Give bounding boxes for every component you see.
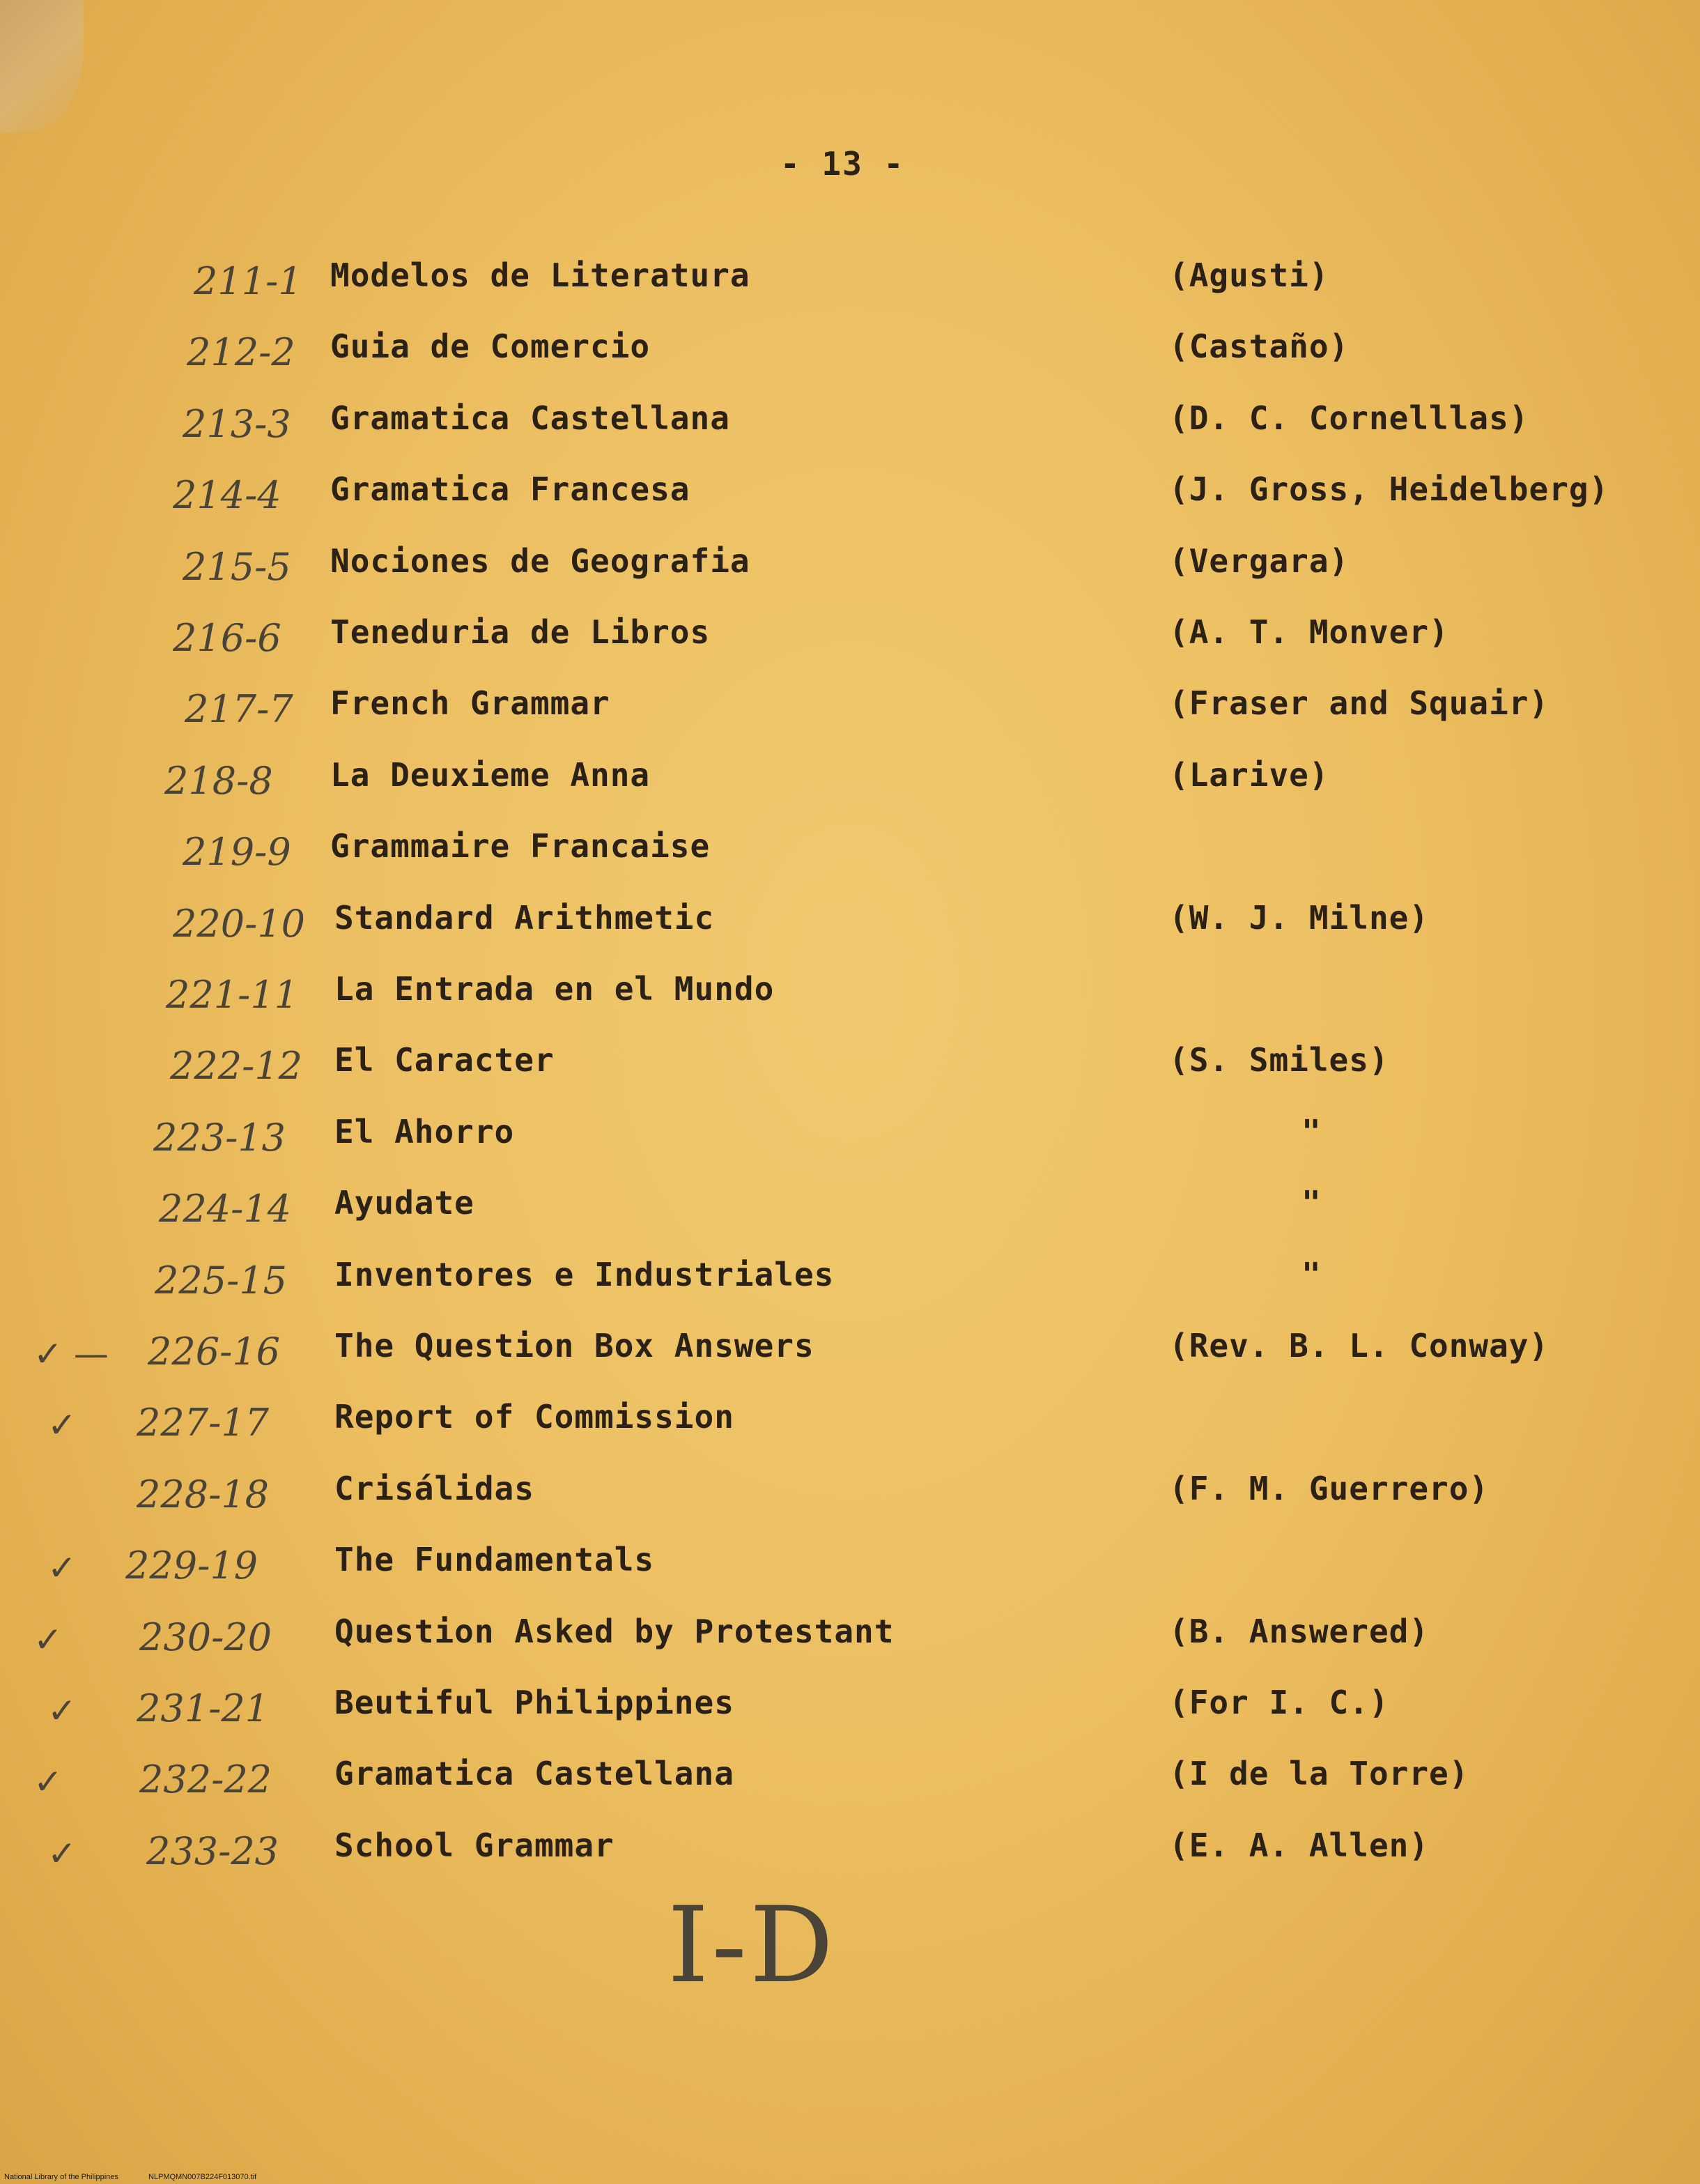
entry-author: (W. J. Milne): [1169, 898, 1430, 937]
entry-author: ": [1301, 1184, 1322, 1222]
entry-author: (Vergara): [1169, 541, 1350, 580]
list-item: [0, 1107, 1700, 1170]
entry-title: Question Asked by Protestant: [334, 1612, 895, 1650]
entry-title: La Deuxieme Anna: [330, 755, 651, 794]
entry-title: Grammaire Francaise: [330, 827, 711, 866]
entry-author: (D. C. Cornelllas): [1169, 399, 1529, 437]
entry-number: 223-13: [153, 1115, 286, 1160]
entry-number: 221-11: [166, 973, 299, 1017]
entry-number: 216-6: [173, 616, 281, 660]
scan-footer: [4, 2173, 284, 2181]
entry-number: 213-3: [183, 401, 291, 446]
entry-title: Nociones de Geografia: [330, 541, 750, 580]
list-item: [0, 322, 1700, 385]
entry-title: Report of Commission: [334, 1398, 734, 1436]
check-mark: ✓: [47, 1405, 77, 1446]
list-item: [0, 1678, 1700, 1741]
entry-author: (A. T. Monver): [1169, 613, 1449, 651]
list-item: [0, 1464, 1700, 1527]
entry-author: (Agusti): [1169, 256, 1329, 294]
list-item: [0, 1321, 1700, 1384]
entry-author: (For I. C.): [1169, 1684, 1389, 1721]
entry-title: Ayudate: [334, 1184, 474, 1222]
entry-author: (S. Smiles): [1169, 1041, 1389, 1079]
list-item: [0, 1036, 1700, 1098]
handwritten-annotation: I-D: [667, 1885, 837, 2006]
entry-number: 224-14: [159, 1187, 292, 1231]
entry-title: Standard Arithmetic: [334, 898, 715, 937]
entry-title: French Grammar: [330, 684, 610, 723]
list-item: [0, 679, 1700, 741]
check-mark: ✓: [47, 1833, 77, 1874]
list-item: [0, 608, 1700, 670]
entry-title: Gramatica Castellana: [330, 399, 730, 437]
entry-title: Guia de Comercio: [330, 328, 651, 366]
entry-title: The Question Box Answers: [334, 1327, 814, 1364]
entry-number: 226-16: [148, 1330, 281, 1374]
entry-number: 220-10: [173, 901, 306, 946]
entry-author: (I de la Torre): [1169, 1755, 1469, 1793]
entry-number: 219-9: [183, 830, 291, 875]
check-mark: ✓: [33, 1762, 63, 1803]
entry-title: Gramatica Francesa: [330, 470, 690, 509]
list-item: [0, 893, 1700, 956]
list-item: [0, 1749, 1700, 1812]
entry-author: (Castaño): [1169, 328, 1350, 366]
entry-author: (E. A. Allen): [1169, 1826, 1430, 1864]
footer-file-id: NLPMQMN007B224F013070.tif: [148, 2173, 257, 2181]
entry-number: 229-19: [125, 1544, 258, 1588]
check-mark: ✓: [47, 1691, 77, 1731]
entry-author: (Larive): [1169, 755, 1329, 794]
entry-number: 225-15: [155, 1258, 288, 1302]
entry-title: La Entrada en el Mundo: [334, 970, 775, 1008]
list-item: [0, 964, 1700, 1027]
list-item: [0, 394, 1700, 456]
list-item: [0, 751, 1700, 813]
entry-title: El Caracter: [334, 1041, 555, 1079]
entry-number: 211-1: [194, 259, 302, 303]
entry-number: 233-23: [146, 1829, 279, 1873]
list-item: [0, 537, 1700, 599]
list-item: [0, 1178, 1700, 1241]
list-item: [0, 1535, 1700, 1598]
entry-number: 231-21: [137, 1686, 270, 1730]
list-item: [0, 251, 1700, 314]
list-item: [0, 1250, 1700, 1313]
entry-number: 228-18: [137, 1472, 270, 1516]
entry-author: ": [1301, 1255, 1322, 1293]
list-item: [0, 822, 1700, 884]
entry-number: 214-4: [173, 473, 281, 518]
entry-number: 215-5: [183, 544, 291, 589]
entry-title: Crisálidas: [334, 1469, 534, 1507]
entry-title: The Fundamentals: [334, 1541, 655, 1579]
entry-title: El Ahorro: [334, 1112, 515, 1151]
check-mark: ✓: [33, 1619, 63, 1660]
check-mark: ✓ —: [33, 1334, 109, 1374]
entry-author: (J. Gross, Heidelberg): [1169, 470, 1609, 509]
entry-title: Gramatica Castellana: [334, 1755, 734, 1793]
entry-number: 212-2: [187, 330, 295, 375]
entry-number: 218-8: [164, 758, 273, 803]
entry-author: (Fraser and Squair): [1169, 684, 1550, 723]
footer-institution: National Library of the Philippines: [4, 2173, 118, 2181]
check-mark: ✓: [47, 1548, 77, 1589]
entry-number: 230-20: [139, 1615, 272, 1659]
entry-author: ": [1301, 1112, 1322, 1151]
entry-author: (Rev. B. L. Conway): [1169, 1327, 1550, 1364]
entry-title: Modelos de Literatura: [330, 256, 750, 294]
list-item: [0, 1392, 1700, 1455]
page-number: - 13 -: [780, 145, 905, 183]
list-item: [0, 1607, 1700, 1670]
entry-author: (B. Answered): [1169, 1612, 1430, 1650]
torn-corner: [0, 0, 84, 132]
entry-number: 227-17: [137, 1401, 270, 1445]
entry-number: 217-7: [185, 687, 293, 732]
entry-title: Beutiful Philippines: [334, 1684, 734, 1721]
entry-number: 222-12: [170, 1044, 303, 1089]
entry-title: School Grammar: [334, 1826, 615, 1864]
entry-author: (F. M. Guerrero): [1169, 1469, 1490, 1507]
list-item: [0, 1821, 1700, 1884]
list-item: [0, 465, 1700, 528]
entry-title: Teneduria de Libros: [330, 613, 711, 651]
entry-title: Inventores e Industriales: [334, 1255, 835, 1293]
entry-number: 232-22: [139, 1758, 272, 1802]
